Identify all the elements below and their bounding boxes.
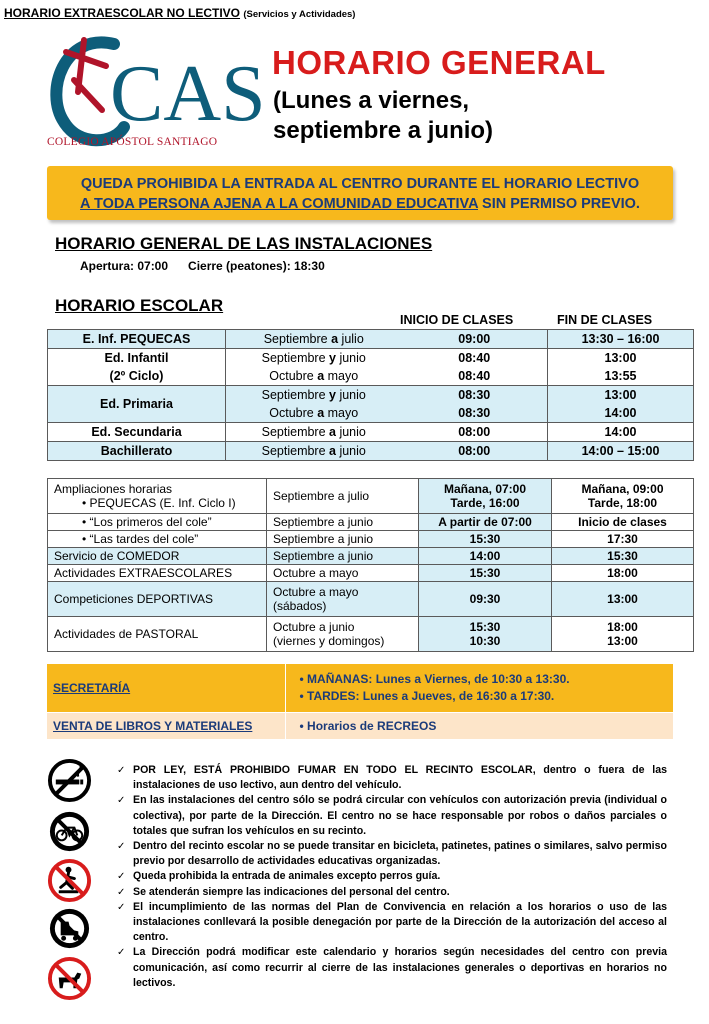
table-row — [47, 712, 673, 739]
col-end-header: FIN DE CLASES — [557, 313, 653, 327]
books-hours: • Horarios de RECREOS — [285, 712, 673, 739]
school-schedule-table — [47, 329, 694, 461]
list-item: ✓ En las instalaciones del centro sólo se podrá circular con vehículos con autorización previa (individual o colectiva), por parte de la Dirección. El centro no se hace responsable por robos o daños parciales o totales que sufran los vehículos en su recinto. — [115, 793, 667, 839]
secretaria-hours: • MAÑANAS: Lunes a Viernes, de 10:30 a 13:30. • TARDES: Lunes a Jueves, de 16:30 a 17:30. — [285, 664, 673, 712]
no-skateboard-icon — [47, 858, 92, 903]
list-item: ✓ El incumplimiento de las normas del Plan de Convivencia en relación a los horarios o uso de las instalaciones conllevará la posible denegación por parte de la Dirección de la autorización del acceso al centro. — [115, 900, 667, 946]
list-item: ✓ POR LEY, ESTÁ PROHIBIDO FUMAR EN TODO EL RECINTO ESCOLAR, dentro o fuera de las instalaciones de uso lectivo, aun dentro del vehículo. — [115, 763, 667, 793]
no-rollerskates-icon — [47, 906, 92, 951]
installations-hours: Apertura: 07:00 Cierre (peatones): 18:30 — [80, 259, 325, 273]
services-table — [47, 478, 694, 652]
table-row: (2º Ciclo) Octubre a mayo 08:40 13:55 — [48, 367, 694, 386]
subtitle: (Lunes a viernes, septiembre a junio) — [273, 87, 494, 144]
table-row: Competiciones DEPORTIVAS Octubre a mayo (sábados) 09:30 13:00 — [48, 582, 694, 617]
table-row: • “Los primeros del cole” Septiembre a junio A partir de 07:00 Inicio de clases — [48, 514, 694, 531]
list-item: ✓ Dentro del recinto escolar no se puede transitar en bicicleta, patinetes, patines o similares, salvo permiso previo por desarrollo de actividades educativas organizadas. — [115, 839, 667, 869]
table-row: Bachillerato Septiembre a junio 08:00 14:00 – 15:00 — [48, 442, 694, 461]
school-logo — [44, 22, 266, 152]
no-smoking-icon — [47, 758, 92, 803]
list-item: ✓ La Dirección podrá modificar este calendario y horarios según necesidades del centro con previa comunicación, así como recurrir al cierre de las instalaciones generales o deportivas en horarios no lectivos. — [115, 945, 667, 991]
list-item: ✓ Queda prohibida la entrada de animales excepto perros guía. — [115, 869, 667, 884]
main-title: HORARIO GENERAL — [272, 44, 606, 81]
table-row: • “Las tardes del cole” Septiembre a junio 15:30 17:30 — [48, 531, 694, 548]
table-row — [47, 664, 673, 712]
top-title: HORARIO EXTRAESCOLAR NO LECTIVO (Servicios y Actividades) — [4, 6, 356, 20]
rules-list — [115, 763, 667, 991]
no-bicycles-icon — [47, 809, 92, 854]
table-row: Ed. Primaria Septiembre y junio 08:30 13:00 — [48, 386, 694, 405]
office-hours-table — [47, 664, 673, 739]
secretaria-label: SECRETARÍA — [47, 664, 285, 712]
school-schedule-title: HORARIO ESCOLAR — [55, 296, 224, 315]
table-row: Ed. Infantil Septiembre y junio 08:40 13:00 — [48, 349, 694, 368]
no-dogs-icon — [47, 956, 92, 1001]
books-label: VENTA DE LIBROS Y MATERIALES — [47, 712, 285, 739]
table-row: Actividades de PASTORAL Octubre a junio (viernes y domingos) 15:30 10:30 18:00 13:00 — [48, 617, 694, 652]
logo-caption: COLEGIO APÓSTOL SANTIAGO — [47, 136, 218, 148]
table-row: E. Inf. PEQUECAS Septiembre a julio 09:00 13:30 – 16:00 — [48, 330, 694, 349]
table-row: Actividades EXTRAESCOLARES Octubre a mayo 15:30 18:00 — [48, 565, 694, 582]
table-row: Ed. Secundaria Septiembre a junio 08:00 14:00 — [48, 423, 694, 442]
warning-banner: QUEDA PROHIBIDA LA ENTRADA AL CENTRO DURANTE EL HORARIO LECTIVO A TODA PERSONA AJENA A LA COMUNIDAD EDUCATIVA SIN PERMISO PREVIO. — [47, 166, 673, 220]
table-row: Ampliaciones horarias • PEQUECAS (E. Inf. Ciclo I) Septiembre a julio Mañana, 07:00 Tarde, 16:00 Mañana, 09:00 Tarde, 18:00 — [48, 479, 694, 514]
table-row: Octubre a mayo 08:30 14:00 — [48, 404, 694, 423]
table-row: Servicio de COMEDOR Septiembre a junio 14:00 15:30 — [48, 548, 694, 565]
logo-text: CAS — [110, 50, 266, 138]
list-item: ✓ Se atenderán siempre las indicaciones del personal del centro. — [115, 885, 667, 900]
col-start-header: INICIO DE CLASES — [400, 313, 514, 327]
installations-title: HORARIO GENERAL DE LAS INSTALACIONES — [55, 234, 433, 253]
